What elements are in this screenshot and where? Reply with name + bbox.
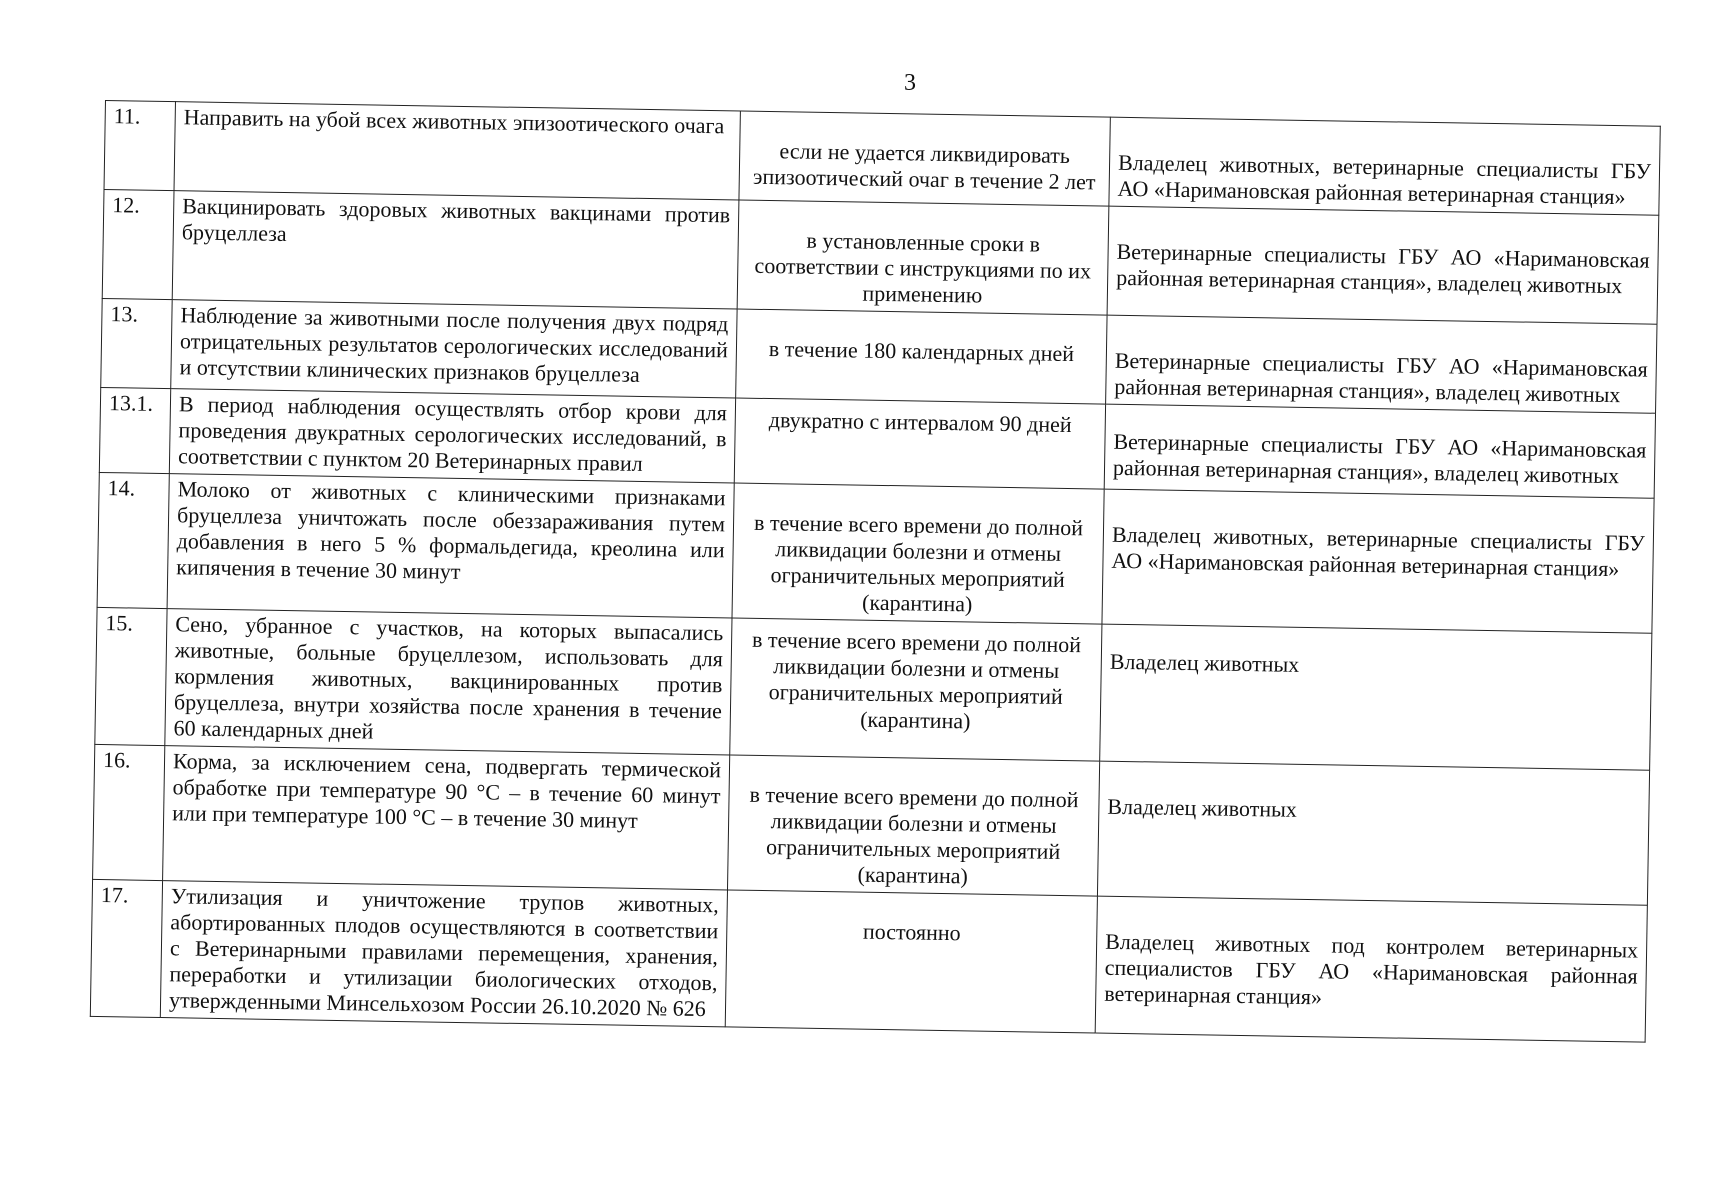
action-cell	[171, 300, 737, 398]
term-text: постоянно	[862, 918, 961, 946]
term-cell	[734, 398, 1105, 489]
responsible-text: Владелец животных	[1107, 793, 1298, 822]
action-text: Молоко от животных с клиническими признаками бруцеллеза уничтожать после обеззараживания путем добавления в него 5 % формальдегида, креолина или кипячения в течение 30 минут	[176, 476, 726, 584]
term-text: если не удается ликвидировать эпизоотический очаг в течение 2 лет	[752, 138, 1096, 195]
responsible-cell	[1104, 404, 1655, 498]
responsible-text: Владелец животных, ветеринарные специалисты ГБУ АО «Наримановская районная ветеринарная станция»	[1111, 521, 1646, 582]
table-row	[93, 744, 1650, 905]
term-text: двукратно с интервалом 90 дней	[768, 407, 1072, 438]
term-cell	[737, 200, 1109, 315]
responsible-cell	[1100, 624, 1652, 770]
responsible-cell	[1107, 206, 1659, 324]
action-cell	[163, 746, 730, 890]
term-text: в течение всего времени до полной ликвидации болезни и отмены ограничительных мероприятий	[751, 626, 1082, 709]
term-note: (карантина)	[860, 706, 971, 734]
action-cell	[160, 881, 727, 1027]
term-cell	[732, 483, 1104, 624]
action-text: Вакцинировать здоровых животных вакцинами против бруцеллеза	[181, 193, 731, 247]
responsible-cell	[1095, 896, 1647, 1042]
action-cell	[165, 609, 732, 755]
action-cell	[172, 191, 739, 309]
responsible-text: Ветеринарные специалисты ГБУ АО «Наримановская районная ветеринарная станция», владелец животных	[1114, 347, 1648, 408]
row-number: 12.	[102, 189, 174, 299]
page-number: 3	[904, 70, 916, 96]
row-number: 17.	[90, 879, 162, 1017]
responsible-cell	[1109, 117, 1660, 215]
responsible-cell	[1102, 489, 1654, 633]
responsible-text: Ветеринарные специалисты ГБУ АО «Наримановская районная ветеринарная станция», владелец животных	[1112, 428, 1647, 489]
action-text: Корма, за исключением сена, подвергать термической обработке при температуре 90 °С – в течение 60 минут или при температуре 100 °С – в течение 30 минут	[171, 748, 722, 833]
action-cell	[174, 102, 740, 200]
term-cell	[730, 618, 1102, 761]
action-text: Утилизация и уничтожение трупов животных, абортированных плодов осуществляются в соответствии с Ветеринарными правилами перемещения, хранения, переработки и утилизации биологических отходов, утвержденными Минсельхозом России 26.10.2020 № 626	[168, 883, 719, 1022]
row-number: 14.	[97, 472, 169, 608]
action-text: В период наблюдения осуществлять отбор крови для проведения двукратных серологических исследований, в соответствии с пунктом 20 Ветеринарных правил	[177, 391, 728, 476]
responsible-cell	[1106, 315, 1657, 413]
row-number: 13.	[101, 298, 172, 388]
action-text: Наблюдение за животными после получения двух подряд отрицательных результатов серологических исследований и отсутствии клинических признаков бруцеллеза	[179, 302, 729, 387]
measures-table-container	[90, 100, 1660, 1043]
measures-table	[90, 100, 1661, 1043]
action-text: Направить на убой всех животных эпизоотического очага	[183, 104, 725, 139]
row-number: 15.	[95, 607, 167, 745]
term-text: в течение 180 календарных дней	[768, 336, 1075, 367]
action-cell	[169, 389, 735, 483]
row-number: 13.1.	[99, 387, 170, 473]
responsible-cell	[1097, 761, 1649, 905]
term-note: (карантина)	[861, 589, 973, 617]
responsible-text: Владелец животных	[1109, 648, 1300, 677]
term-cell	[739, 111, 1110, 206]
table-row	[90, 879, 1647, 1042]
table-row	[97, 472, 1654, 633]
row-number: 16.	[93, 744, 165, 880]
table-row	[95, 607, 1652, 770]
responsible-text: Ветеринарные специалисты ГБУ АО «Наримановская районная ветеринарная станция», владелец животных	[1115, 238, 1650, 299]
term-note: (карантина)	[857, 861, 969, 889]
term-text: в установленные сроки в соответствии с инструкциями по их применению	[754, 227, 1092, 308]
term-cell	[727, 755, 1099, 896]
row-number: 11.	[104, 101, 175, 191]
action-cell	[167, 474, 734, 618]
term-cell	[736, 309, 1107, 404]
responsible-text: Владелец животных под контролем ветеринарных специалистов ГБУ АО «Наримановская районная ветеринарная станция»	[1104, 928, 1639, 1010]
responsible-text: Владелец животных, ветеринарные специалисты ГБУ АО «Наримановская районная ветеринарная станция»	[1117, 149, 1652, 210]
term-text: в течение всего времени до полной ликвидации болезни и отмены ограничительных мероприятий	[753, 509, 1084, 592]
term-cell	[725, 890, 1097, 1033]
term-text: в течение всего времени до полной ликвидации болезни и отмены ограничительных мероприятий	[749, 781, 1079, 864]
action-text: Сено, убранное с участков, на которых выпасались животные, больные бруцеллезом, использовать для кормления животных, вакцинированных против бруцеллеза, внутри хозяйства после хранения в течение 60 календарных дней	[173, 611, 724, 744]
